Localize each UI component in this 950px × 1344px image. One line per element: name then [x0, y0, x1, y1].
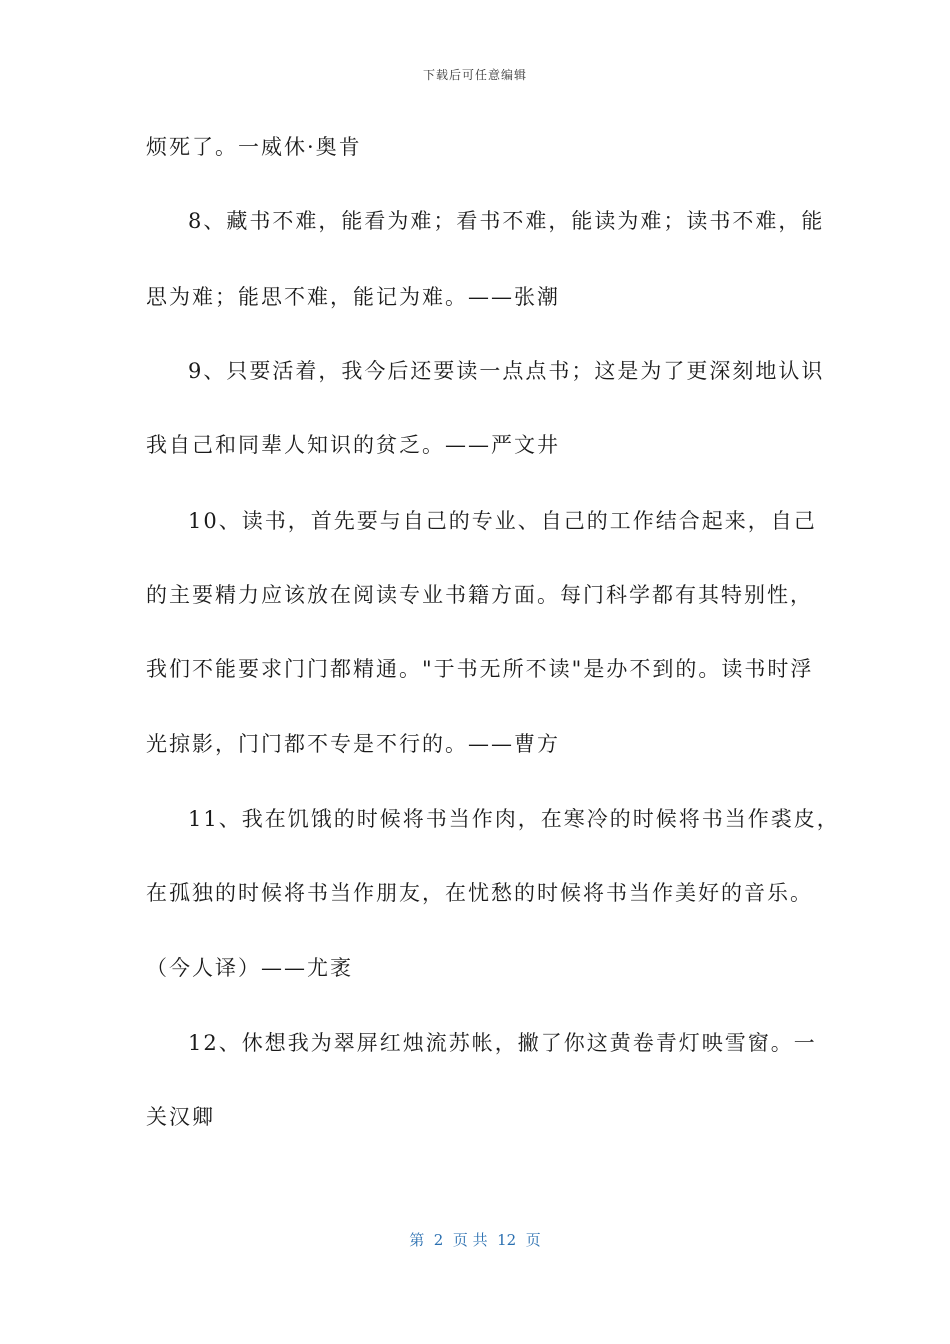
text-line: 9、只要活着，我今后还要读一点点书；这是为了更深刻地认识 — [188, 359, 825, 383]
text-line: 11、我在饥饿的时候将书当作肉，在寒冷的时候将书当作裘皮， — [188, 807, 840, 831]
text-line: 关汉卿 — [146, 1105, 215, 1129]
text-line: 10、读书，首先要与自己的专业、自己的工作结合起来，自己 — [188, 509, 817, 533]
text-line: 烦死了。一威休·奥肯 — [146, 135, 362, 159]
text-line: 的主要精力应该放在阅读专业书籍方面。每门科学都有其特别性， — [146, 583, 813, 607]
text-line: 在孤独的时候将书当作朋友，在忧愁的时候将书当作美好的音乐。 — [146, 881, 813, 905]
page-header-note: 下载后可任意编辑 — [422, 68, 527, 82]
text-line: 12、休想我为翠屏红烛流苏帐，撇了你这黄卷青灯映雪窗。一 — [188, 1031, 817, 1055]
text-line: 8、藏书不难，能看为难；看书不难，能读为难；读书不难，能 — [188, 209, 825, 233]
text-line: 光掠影，门门都不专是不行的。——曹方 — [146, 732, 560, 756]
text-line: 我自己和同辈人知识的贫乏。——严文井 — [146, 433, 560, 457]
text-line: 思为难；能思不难，能记为难。——张潮 — [146, 285, 560, 309]
page-number: 第 2 页 共 12 页 — [409, 1231, 541, 1249]
text-line: 我们不能要求门门都精通。"于书无所不读"是办不到的。读书时浮 — [146, 657, 814, 681]
text-line: （今人译）——尤袤 — [146, 956, 353, 980]
